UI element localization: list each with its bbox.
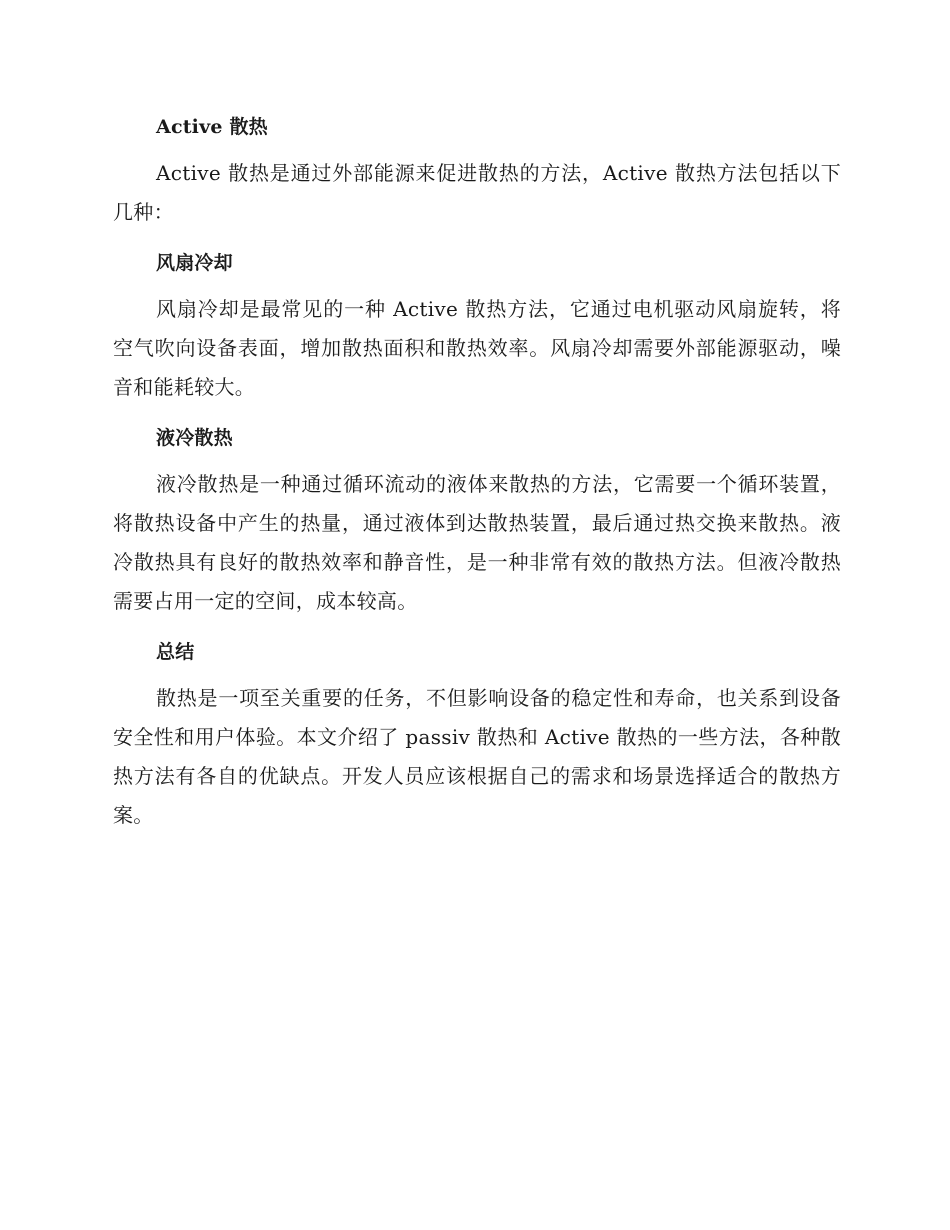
section-liquid-cooling <box>113 419 841 621</box>
section-paragraph: Active 散热是通过外部能源来促进散热的方法，Active 散热方法包括以下几种： <box>113 161 841 224</box>
section-heading: Active 散热 <box>156 116 268 138</box>
section-heading: 总结 <box>156 641 195 663</box>
section-paragraph: 风扇冷却是最常见的一种 Active 散热方法，它通过电机驱动风扇旋转，将空气吹向设备表面，增加散热面积和散热效率。风扇冷却需要外部能源驱动，噪音和能耗较大。 <box>113 297 841 399</box>
section-paragraph: 液冷散热是一种通过循环流动的液体来散热的方法，它需要一个循环装置，将散热设备中产生的热量，通过液体到达散热装置，最后通过热交换来散热。液冷散热具有良好的散热效率和静音性，是一种非常有效的散热方法。但液冷散热需要占用一定的空间，成本较高。 <box>113 472 841 613</box>
section-paragraph: 散热是一项至关重要的任务，不但影响设备的稳定性和寿命，也关系到设备安全性和用户体验。本文介绍了 passiv 散热和 Active 散热的一些方法，各种散热方法有各自的优缺点。开发人员应该根据自己的需求和场景选择适合的散热方案。 <box>113 686 841 827</box>
section-fan-cooling <box>113 244 841 407</box>
section-active-cooling <box>113 108 841 232</box>
section-heading: 风扇冷却 <box>156 252 233 274</box>
section-heading: 液冷散热 <box>156 427 233 449</box>
section-summary <box>113 633 841 835</box>
document-page <box>113 108 841 847</box>
